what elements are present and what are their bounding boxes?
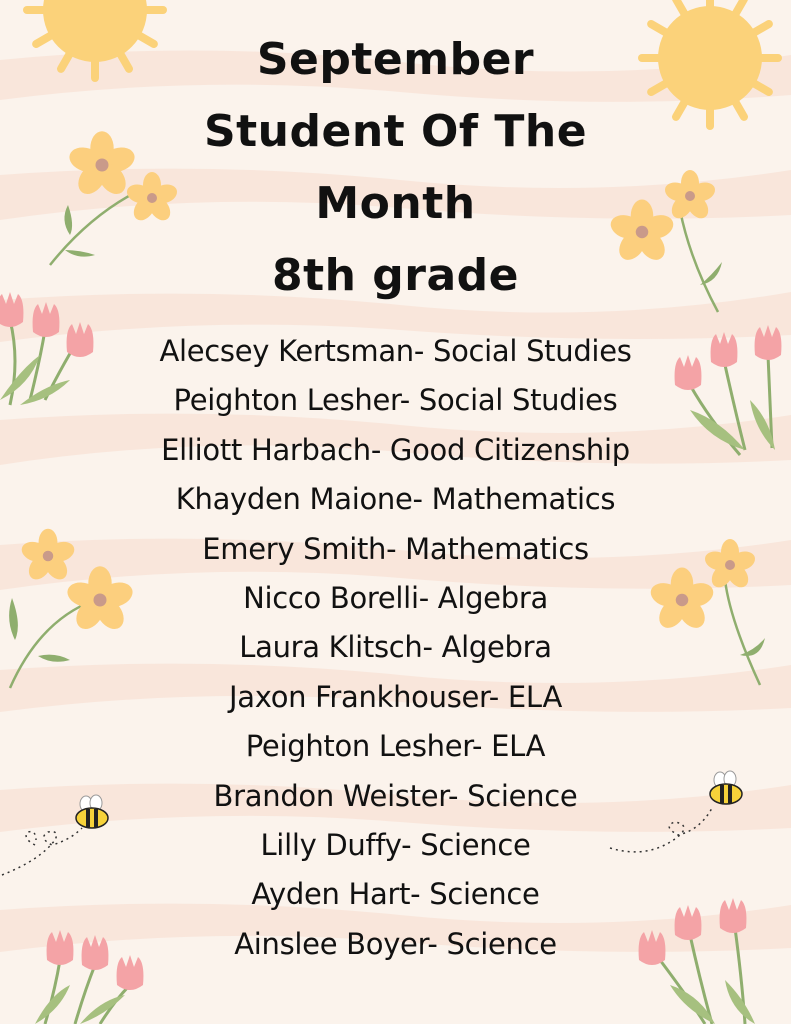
list-item: Emery Smith- Mathematics (202, 531, 589, 566)
list-item: Laura Klitsch- Algebra (239, 630, 552, 665)
list-item: Nicco Borelli- Algebra (243, 580, 548, 615)
list-item: Khayden Maione- Mathematics (175, 482, 616, 517)
list-item: Brandon Weister- Science (213, 778, 578, 813)
list-item: Peighton Lesher- Social Studies (173, 383, 618, 418)
page-title (0, 24, 791, 312)
list-item: Lilly Duffy- Science (260, 827, 531, 862)
list-item: Jaxon Frankhouser- ELA (229, 679, 562, 714)
list-item: Ayden Hart- Science (251, 877, 540, 912)
title-line-month: September (256, 34, 535, 85)
list-item: Alecsey Kertsman- Social Studies (159, 334, 632, 368)
title-line-student-of-the: Student Of The (203, 106, 588, 157)
list-item: Elliott Harbach- Good Citizenship (161, 432, 630, 467)
title-line-month-word: Month (315, 178, 476, 229)
title-line-grade: 8th grade (271, 250, 519, 301)
list-item: Peighton Lesher- ELA (245, 729, 546, 764)
student-list (0, 327, 791, 969)
list-item: Ainslee Boyer- Science (234, 926, 557, 961)
